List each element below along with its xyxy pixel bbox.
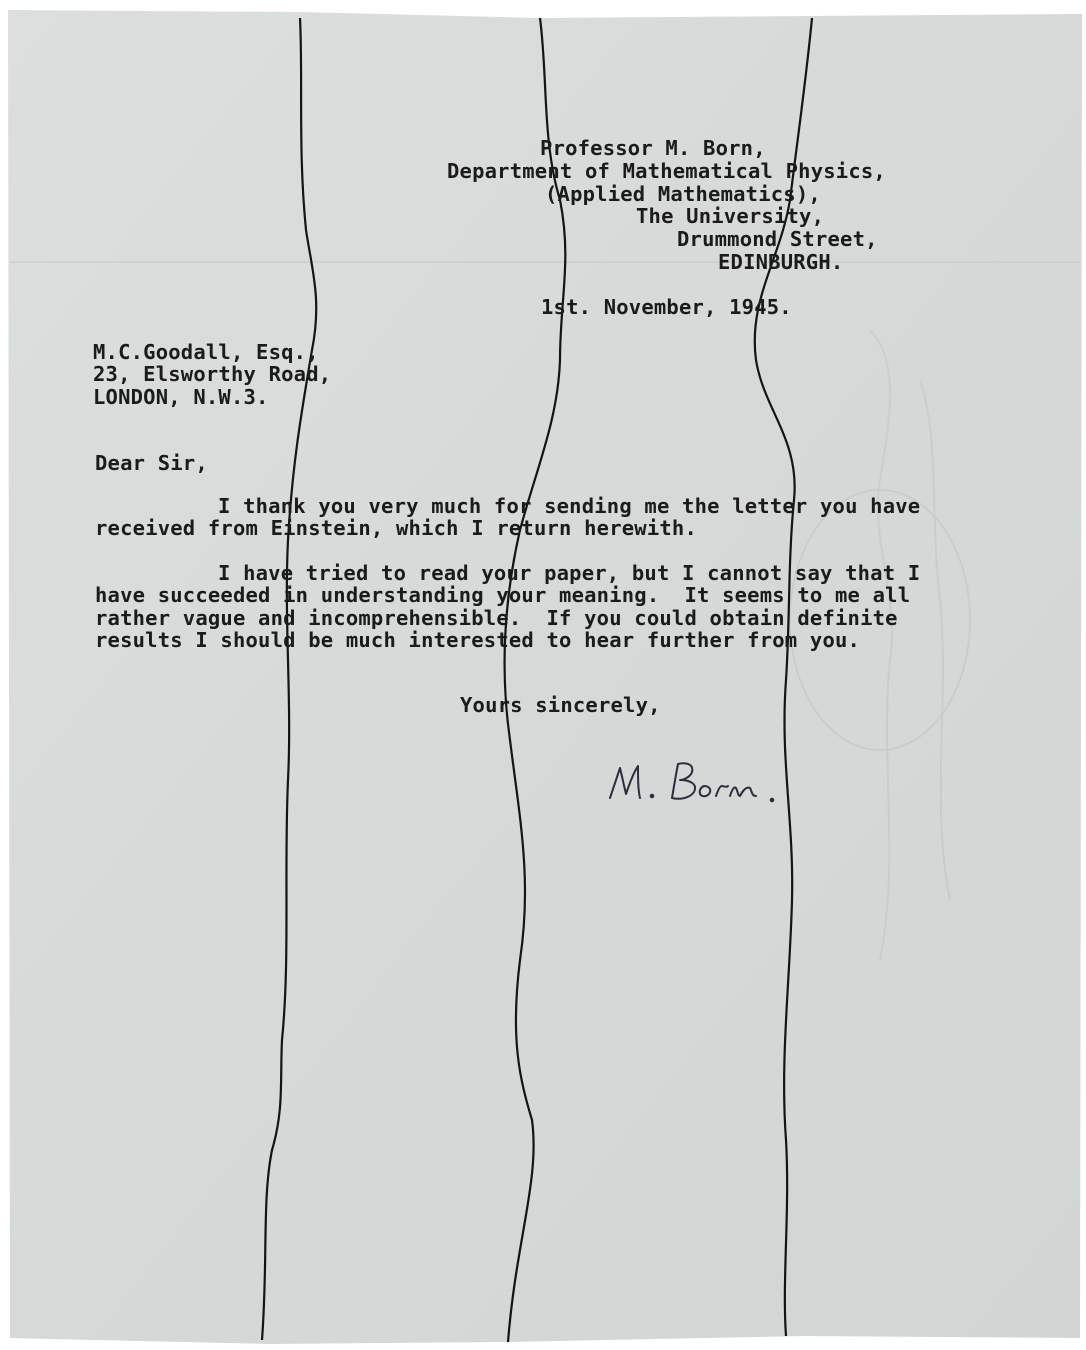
handwritten-signature xyxy=(600,752,800,816)
recipient-line-1: M.C.Goodall, Esq., xyxy=(93,340,319,364)
sender-line-3: (Applied Mathematics), xyxy=(545,182,821,206)
paragraph-1-line-1: I thank you very much for sending me the letter you have xyxy=(218,494,921,518)
closing: Yours sincerely, xyxy=(460,693,661,717)
paper-surface xyxy=(8,10,1082,1344)
paragraph-1-line-2: received from Einstein, which I return herewith. xyxy=(95,516,698,540)
paragraph-2-line-3: rather vague and incomprehensible. If you could obtain definite xyxy=(95,606,898,630)
recipient-line-2: 23, Elsworthy Road, xyxy=(93,362,332,386)
sender-line-1: Professor M. Born, xyxy=(540,136,766,160)
paragraph-2-line-4: results I should be much interested to hear further from you. xyxy=(95,628,861,652)
letter-date: 1st. November, 1945. xyxy=(541,295,792,319)
paragraph-2-line-1: I have tried to read your paper, but I cannot say that I xyxy=(218,561,921,585)
sender-line-6: EDINBURGH. xyxy=(718,250,844,274)
sender-line-5: Drummond Street, xyxy=(677,227,878,251)
salutation: Dear Sir, xyxy=(95,451,208,475)
recipient-line-3: LONDON, N.W.3. xyxy=(93,385,269,409)
paragraph-2-line-2: have succeeded in understanding your meaning. It seems to me all xyxy=(95,583,911,607)
sender-line-2: Department of Mathematical Physics, xyxy=(447,159,886,183)
sender-line-4: The University, xyxy=(636,204,825,228)
